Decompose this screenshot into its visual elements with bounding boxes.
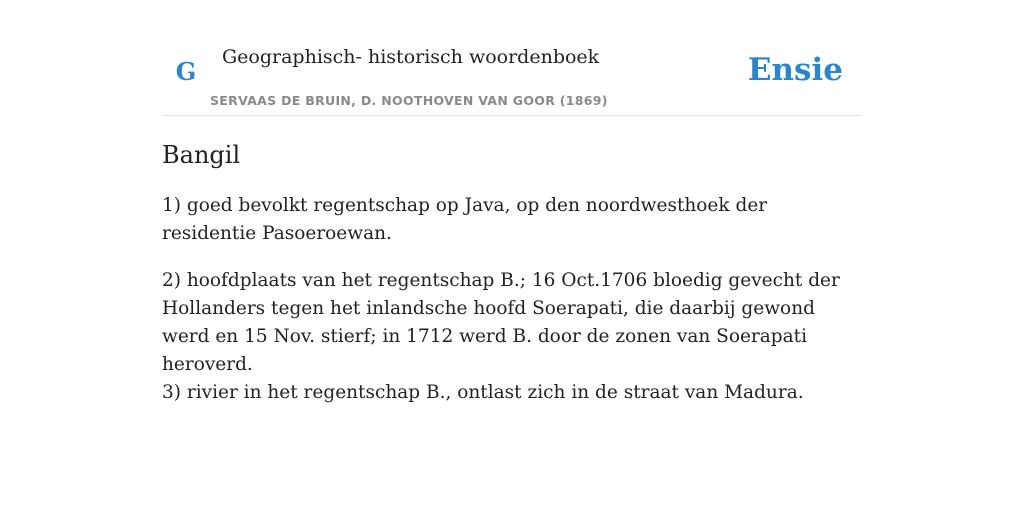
entry-title: Bangil: [162, 141, 241, 169]
definition-3: 3) rivier in het regentschap B., ontlast zich in de straat van Madura.: [162, 382, 804, 403]
definition-1: 1) goed bevolkt regentschap op Java, op den noordwesthoek der residentie Pasoeroewan.: [162, 195, 768, 244]
book-title-link[interactable]: Geographisch- historisch woordenboek: [222, 46, 600, 68]
page-container: [162, 0, 862, 407]
definition-2: 2) hoofdplaats van het regentschap B.; 16 Oct.1706 bloedig gevecht der Hollanders tegen het inlandsche hoofd Soerapati, die daarbij gewond werd en 15 Nov. stierf; in 1712 werd B. door de zonen van Soerapati heroverd.: [162, 270, 840, 375]
book-authors: SERVAAS DE BRUIN, D. NOOTHOVEN VAN GOOR (1869): [210, 93, 608, 108]
book-header: [162, 40, 862, 116]
book-letter-icon[interactable]: G: [175, 56, 197, 86]
ensie-logo[interactable]: Ensie: [747, 52, 843, 88]
entry-content: [162, 116, 862, 407]
